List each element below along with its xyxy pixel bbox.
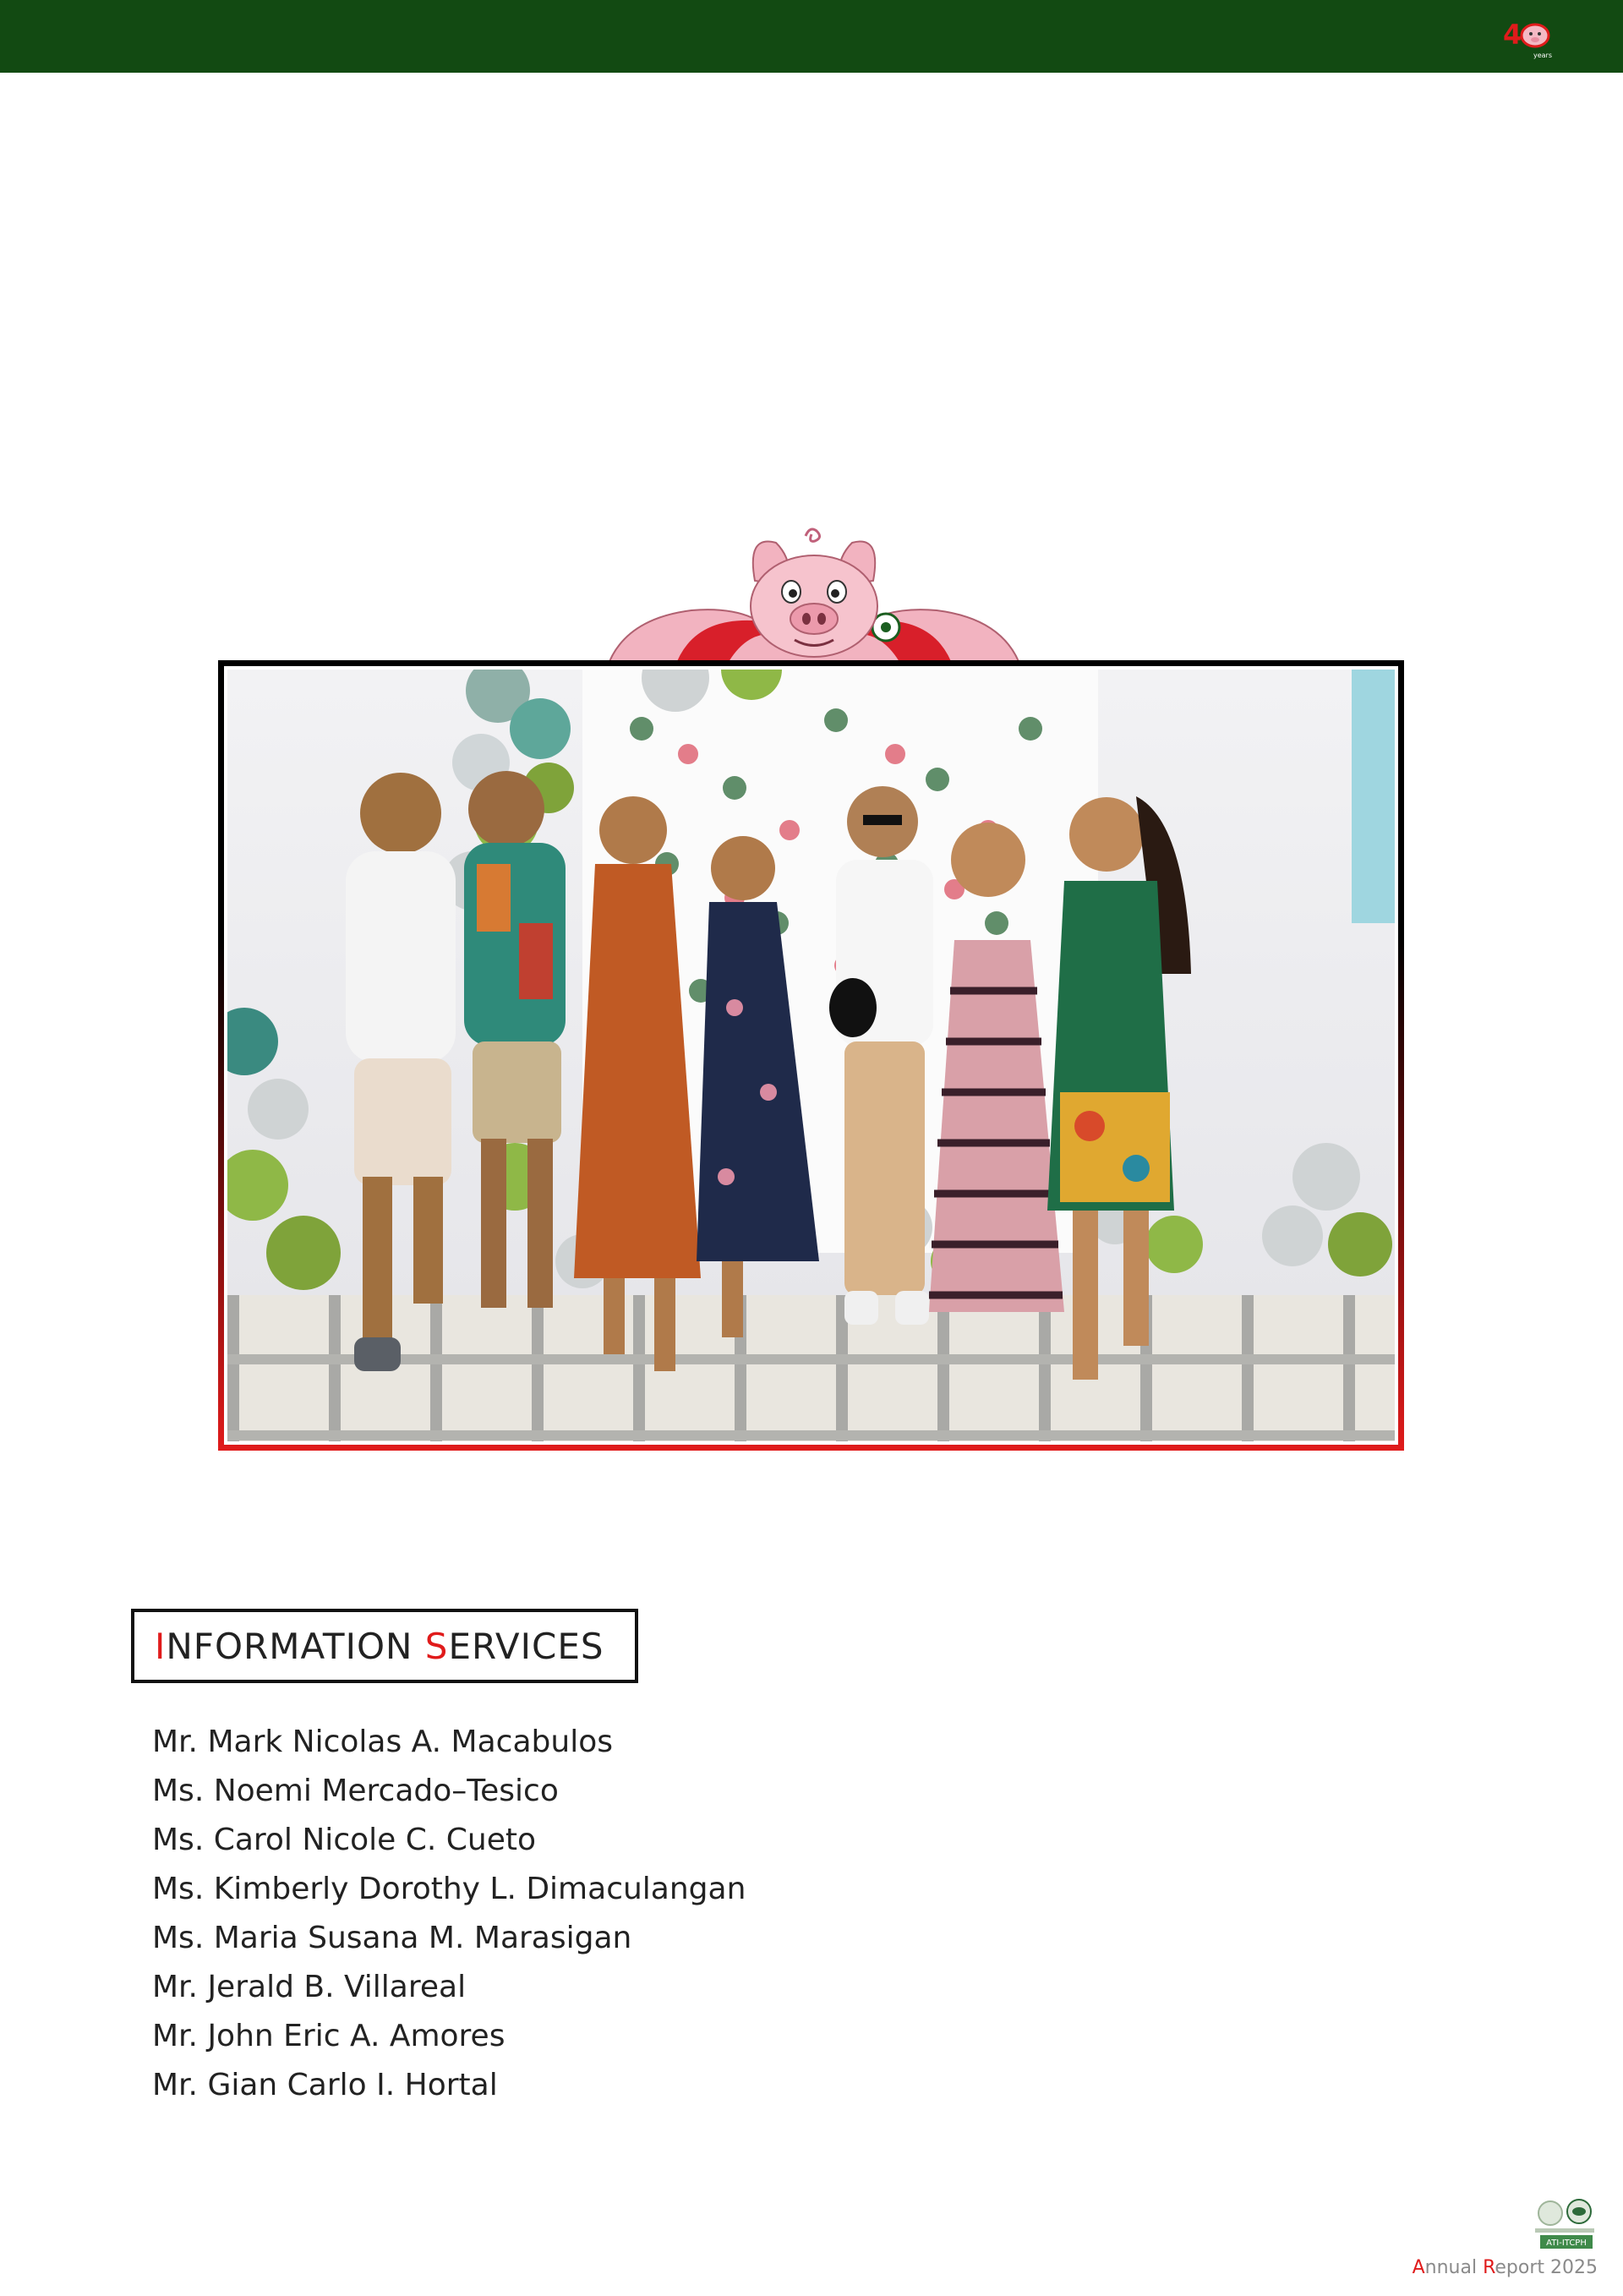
- section-title-part-2: ERVICES: [448, 1625, 604, 1667]
- header-bar: [0, 0, 1623, 73]
- staff-name: Ms. Noemi Mercado–Tesico: [152, 1774, 559, 1808]
- staff-name: Ms. Kimberly Dorothy L. Dimaculangan: [152, 1872, 746, 1906]
- staff-name: Ms. Maria Susana M. Marasigan: [152, 1921, 632, 1955]
- section-title-initial-2: S: [424, 1625, 449, 1667]
- footer-part-1: nnual: [1424, 2257, 1484, 2278]
- section-title-initial-1: I: [155, 1625, 167, 1667]
- photo-frame: [218, 660, 1404, 1451]
- section-title-box: [131, 1609, 638, 1683]
- pig-mascot-icon: [598, 526, 1028, 668]
- staff-name: Mr. Gian Carlo I. Hortal: [152, 2068, 498, 2102]
- footer-initial-2: R: [1483, 2257, 1495, 2278]
- staff-name: Mr. John Eric A. Amores: [152, 2019, 505, 2053]
- staff-list: [152, 1718, 746, 2110]
- svg-text:4: 4: [1503, 19, 1522, 51]
- footer-logo-text: ATI-ITCPH: [1546, 2239, 1587, 2248]
- ati-itcph-logo-icon: [1532, 2198, 1598, 2252]
- staff-name: Mr. Mark Nicolas A. Macabulos: [152, 1725, 613, 1759]
- section-title-part-1: NFORMATION: [166, 1625, 425, 1667]
- staff-name: Ms. Carol Nicole C. Cueto: [152, 1823, 536, 1857]
- group-photo-image: [227, 670, 1395, 1441]
- footer-part-2: eport 2025: [1495, 2257, 1598, 2278]
- footer-initial-1: A: [1412, 2257, 1425, 2278]
- footer-report-label: [1413, 2257, 1598, 2278]
- svg-text:years: years: [1533, 52, 1553, 59]
- 40-years-pig-logo-icon: [1501, 15, 1555, 61]
- staff-name: Mr. Jerald B. Villareal: [152, 1970, 467, 2004]
